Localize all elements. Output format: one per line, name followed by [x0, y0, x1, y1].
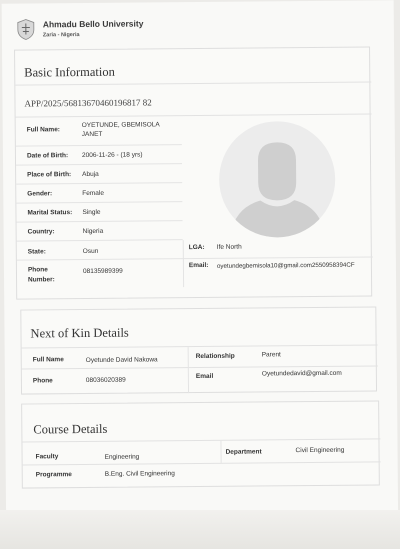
lga-value: Ife North: [216, 243, 242, 251]
place-of-birth-value: Abuja: [82, 170, 99, 179]
course-details-card: [21, 400, 380, 488]
place-of-birth-label: Place of Birth:: [27, 171, 72, 179]
kin-full-name-value: Oyetunde David Nakowa: [85, 356, 158, 365]
department-value: Civil Engineering: [295, 446, 345, 455]
application-id: APP/2025/56813670460196817 82: [24, 97, 152, 109]
email-value: oyetundegbemisola10@gmail.com2550958394CF: [216, 261, 355, 270]
faculty-label: Faculty: [35, 453, 59, 461]
page-bottom-edge: [0, 510, 400, 549]
basic-information-title: Basic Information: [24, 64, 115, 80]
full-name-label: Full Name:: [26, 126, 60, 134]
gender-value: Female: [82, 189, 105, 198]
field-row-place-of-birth: [16, 164, 182, 184]
department-label: Department: [225, 448, 262, 456]
user-silhouette-icon: [218, 120, 337, 239]
marital-status-label: Marital Status:: [27, 209, 73, 217]
field-row-date-of-birth: [16, 145, 182, 165]
course-details-title: Course Details: [33, 421, 108, 437]
university-name: Ahmadu Bello University: [42, 18, 144, 30]
country-value: Nigeria: [82, 227, 104, 236]
university-location: Zaria - Nigeria: [42, 32, 80, 39]
kin-email-value: Oyetundedavid@gmail.com: [261, 369, 342, 378]
kin-phone-label: Phone: [32, 377, 53, 385]
course-row-divider: [23, 461, 381, 465]
kin-column-divider: [188, 347, 189, 393]
email-label: Email:: [188, 261, 209, 270]
field-row-phone-email: [17, 257, 373, 288]
course-title-divider: [22, 438, 380, 442]
date-of-birth-value: 2006-11-26 - (18 yrs): [81, 151, 143, 160]
title-divider: [15, 81, 371, 85]
country-label: Country:: [27, 228, 55, 236]
next-of-kin-title: Next of Kin Details: [30, 325, 129, 341]
field-row-country: [17, 221, 183, 241]
admission-form-page: [2, 0, 399, 548]
state-label: State:: [27, 248, 46, 256]
kin-relationship-label: Relationship: [195, 352, 235, 361]
full-name-value: OYETUNDE, GBEMISOLA JANET: [81, 121, 160, 139]
university-crest-icon: [16, 18, 36, 40]
next-of-kin-card: [20, 306, 377, 394]
phone-number-value: 08135989399: [82, 267, 123, 276]
state-value: Osun: [82, 247, 99, 256]
kin-title-divider: [22, 344, 378, 348]
basic-information-card: [14, 47, 372, 300]
field-row-gender: [16, 183, 182, 203]
programme-value: B.Eng. Civil Engineering: [104, 470, 175, 478]
faculty-value: Engineering: [104, 453, 140, 461]
kin-full-name-label: Full Name: [32, 356, 64, 364]
date-of-birth-label: Date of Birth:: [26, 152, 69, 160]
kin-email-label: Email: [195, 372, 214, 381]
gender-label: Gender:: [27, 190, 53, 198]
field-row-full-name: [16, 115, 182, 146]
phone-number-label: Phone Number:: [27, 266, 55, 284]
programme-label: Programme: [35, 471, 72, 479]
course-column-divider: [220, 441, 221, 463]
kin-phone-value: 08036020389: [85, 376, 126, 384]
field-row-marital-status: [16, 202, 182, 222]
lga-label: LGA:: [188, 243, 205, 252]
kin-relationship-value: Parent: [261, 351, 281, 359]
applicant-photo: [218, 120, 337, 239]
marital-status-value: Single: [82, 208, 101, 217]
